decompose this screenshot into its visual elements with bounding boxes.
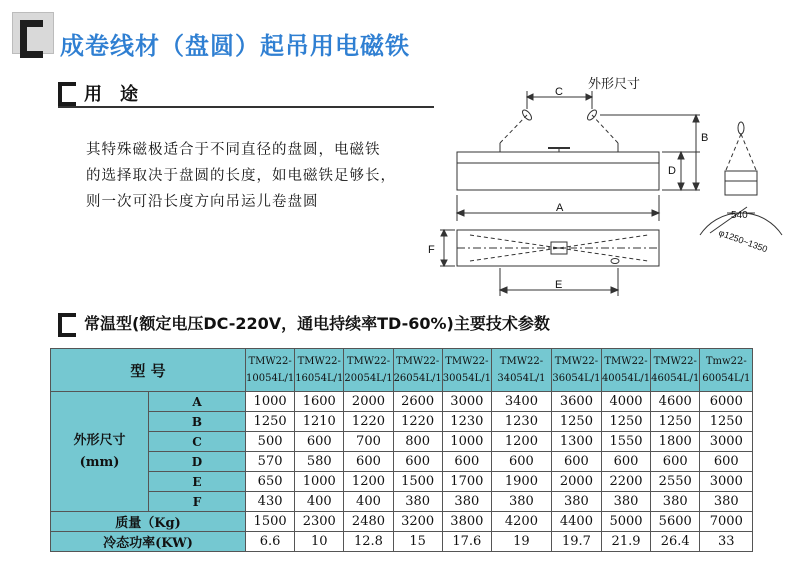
table-cell: 1250 bbox=[601, 412, 650, 432]
table-cell: 800 bbox=[393, 432, 442, 452]
table-cell: 33 bbox=[700, 532, 753, 552]
magnet-body bbox=[457, 152, 659, 190]
weight-row bbox=[51, 512, 753, 532]
table-cell: 2480 bbox=[344, 512, 393, 532]
diagram-title: 外形尺寸 bbox=[588, 77, 641, 92]
table-cell: 430 bbox=[246, 492, 295, 512]
usage-divider bbox=[58, 106, 434, 108]
section-c-icon bbox=[58, 313, 76, 337]
table-cell: 380 bbox=[551, 492, 601, 512]
usage-line-2: 的选择取决于盘圆的长度，如电磁铁足够长， bbox=[86, 168, 396, 184]
table-cell: 600 bbox=[551, 452, 601, 472]
model-row bbox=[51, 349, 753, 392]
table-cell: 2200 bbox=[601, 472, 650, 492]
model-cell: TMW22- 30054L/1 bbox=[442, 349, 491, 392]
dim-key: D bbox=[149, 452, 246, 472]
table-cell: 400 bbox=[344, 492, 393, 512]
table-cell: 21.9 bbox=[601, 532, 650, 552]
model-cell: Tmw22- 60054L/1 bbox=[700, 349, 753, 392]
logo-c-icon bbox=[20, 20, 43, 58]
table-cell: 2300 bbox=[295, 512, 344, 532]
model-cell: TMW22- 34054L/1 bbox=[491, 349, 551, 392]
table-cell: 580 bbox=[295, 452, 344, 472]
table-cell: 3000 bbox=[700, 472, 753, 492]
spec-heading: 常温型(额定电压DC-220V，通电持续率TD-60%)主要技术参数 bbox=[84, 314, 550, 333]
power-label: 冷态功率(KW) bbox=[51, 532, 246, 552]
table-cell: 600 bbox=[491, 452, 551, 472]
model-label: 型 号 bbox=[51, 349, 246, 392]
table-cell: 5600 bbox=[651, 512, 700, 532]
table-cell: 6.6 bbox=[246, 532, 295, 552]
table-cell: 700 bbox=[344, 432, 393, 452]
usage-text bbox=[86, 137, 396, 215]
table-cell: 17.6 bbox=[442, 532, 491, 552]
table-cell: 1700 bbox=[442, 472, 491, 492]
table-cell: 3400 bbox=[491, 392, 551, 412]
dim-key: B bbox=[149, 412, 246, 432]
table-cell: 1230 bbox=[491, 412, 551, 432]
table-cell: 600 bbox=[393, 452, 442, 472]
table-cell: 4600 bbox=[651, 392, 700, 412]
table-cell: 600 bbox=[442, 452, 491, 472]
table-cell: 26.4 bbox=[651, 532, 700, 552]
weight-label: 质量（Kg) bbox=[51, 512, 246, 532]
dim-row-d bbox=[51, 452, 753, 472]
table-cell: 12.8 bbox=[344, 532, 393, 552]
dim-row-f bbox=[51, 492, 753, 512]
table-cell: 380 bbox=[700, 492, 753, 512]
table-cell: 1500 bbox=[246, 512, 295, 532]
table-cell: 19 bbox=[491, 532, 551, 552]
table-cell: 19.7 bbox=[551, 532, 601, 552]
dim-row-c bbox=[51, 432, 753, 452]
table-cell: 1300 bbox=[551, 432, 601, 452]
table-cell: 1220 bbox=[344, 412, 393, 432]
table-cell: 380 bbox=[491, 492, 551, 512]
table-cell: 1000 bbox=[295, 472, 344, 492]
table-cell: 4200 bbox=[491, 512, 551, 532]
table-cell: 600 bbox=[651, 452, 700, 472]
table-cell: 2600 bbox=[393, 392, 442, 412]
table-cell: 3800 bbox=[442, 512, 491, 532]
label-e: E bbox=[555, 279, 563, 291]
dim-row-a bbox=[51, 392, 753, 412]
table-cell: 600 bbox=[601, 452, 650, 472]
table-cell: 3000 bbox=[442, 392, 491, 412]
label-a: A bbox=[556, 202, 564, 214]
table-cell: 1000 bbox=[246, 392, 295, 412]
table-cell: 2000 bbox=[551, 472, 601, 492]
model-cell: TMW22- 36054L/1 bbox=[551, 349, 601, 392]
table-cell: 1800 bbox=[651, 432, 700, 452]
table-cell: 380 bbox=[601, 492, 650, 512]
table-cell: 600 bbox=[295, 432, 344, 452]
table-cell: 1900 bbox=[491, 472, 551, 492]
model-cell: TMW22- 46054L/1 bbox=[651, 349, 700, 392]
dim-key: F bbox=[149, 492, 246, 512]
table-cell: 1220 bbox=[393, 412, 442, 432]
table-cell: 2000 bbox=[344, 392, 393, 412]
table-cell: 3600 bbox=[551, 392, 601, 412]
table-cell: 1250 bbox=[246, 412, 295, 432]
label-f: F bbox=[428, 244, 435, 256]
table-cell: 3000 bbox=[700, 432, 753, 452]
model-cell: TMW22- 10054L/1 bbox=[246, 349, 295, 392]
label-d: D bbox=[668, 165, 676, 177]
table-cell: 1250 bbox=[700, 412, 753, 432]
model-cell: TMW22- 40054L/1 bbox=[601, 349, 650, 392]
table-cell: 2550 bbox=[651, 472, 700, 492]
usage-line-1: 其特殊磁极适合于不同直径的盘圆，电磁铁 bbox=[86, 142, 381, 158]
table-cell: 1200 bbox=[344, 472, 393, 492]
model-cell: TMW22- 20054L/1 bbox=[344, 349, 393, 392]
label-540: 540 bbox=[731, 210, 748, 221]
table-cell: 4000 bbox=[601, 392, 650, 412]
table-cell: 1210 bbox=[295, 412, 344, 432]
dim-row-e bbox=[51, 472, 753, 492]
table-cell: 7000 bbox=[700, 512, 753, 532]
label-b: B bbox=[701, 132, 709, 144]
table-cell: 4400 bbox=[551, 512, 601, 532]
dim-key: E bbox=[149, 472, 246, 492]
usage-heading: 用 途 bbox=[84, 84, 138, 105]
table-cell: 1200 bbox=[491, 432, 551, 452]
spec-table bbox=[50, 348, 753, 552]
dim-key: C bbox=[149, 432, 246, 452]
table-cell: 600 bbox=[344, 452, 393, 472]
table-cell: 500 bbox=[246, 432, 295, 452]
table-cell: 10 bbox=[295, 532, 344, 552]
model-cell: TMW22- 26054L/1 bbox=[393, 349, 442, 392]
section-c-icon bbox=[58, 82, 76, 106]
label-diameter: φ1250~1350 bbox=[717, 227, 769, 255]
table-cell: 1000 bbox=[442, 432, 491, 452]
table-cell: 5000 bbox=[601, 512, 650, 532]
usage-line-3: 则一次可沿长度方向吊运儿卷盘圆 bbox=[86, 194, 319, 210]
table-cell: 1250 bbox=[551, 412, 601, 432]
table-cell: 1250 bbox=[651, 412, 700, 432]
table-cell: 380 bbox=[442, 492, 491, 512]
table-cell: 600 bbox=[700, 452, 753, 472]
page-title: 成卷线材（盘圆）起吊用电磁铁 bbox=[60, 32, 410, 60]
table-cell: 1230 bbox=[442, 412, 491, 432]
table-cell: 1600 bbox=[295, 392, 344, 412]
dims-label: 外形尺寸 (mm) bbox=[51, 392, 149, 512]
table-cell: 650 bbox=[246, 472, 295, 492]
table-cell: 380 bbox=[651, 492, 700, 512]
dimension-diagram bbox=[400, 85, 795, 300]
table-cell: 570 bbox=[246, 452, 295, 472]
table-cell: 6000 bbox=[700, 392, 753, 412]
dim-row-b bbox=[51, 412, 753, 432]
model-cell: TMW22- 16054L/1 bbox=[295, 349, 344, 392]
table-cell: 1500 bbox=[393, 472, 442, 492]
table-cell: 400 bbox=[295, 492, 344, 512]
table-cell: 1550 bbox=[601, 432, 650, 452]
table-cell: 3200 bbox=[393, 512, 442, 532]
table-cell: 380 bbox=[393, 492, 442, 512]
dim-key: A bbox=[149, 392, 246, 412]
label-c: C bbox=[555, 86, 563, 98]
table-cell: 15 bbox=[393, 532, 442, 552]
power-row bbox=[51, 532, 753, 552]
